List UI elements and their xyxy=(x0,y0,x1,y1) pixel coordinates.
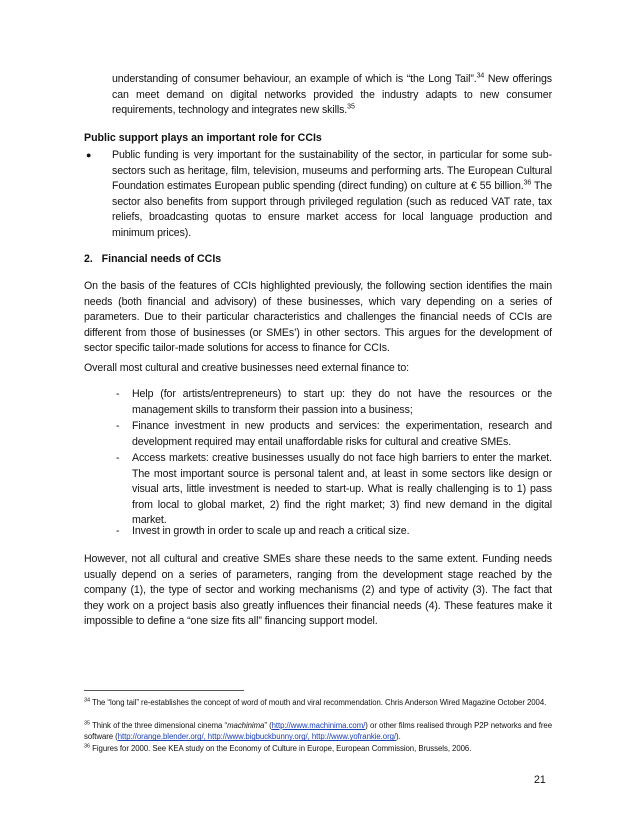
list-dash: - xyxy=(116,525,120,537)
footnote-36 xyxy=(84,743,552,754)
footnote-emphasis: machinima xyxy=(227,721,265,730)
continued-text-b: New offerings can meet demand on digital networks provided the industry adapts to new consumer requirements, technology and integrates new skills. xyxy=(112,73,552,117)
footnote-ref-35[interactable]: 35 xyxy=(347,103,355,111)
list-item: Access markets: creative businesses usually do not face high barriers to enter the market. The most important source is personal talent and, at least in some sectors like design or visual arts, little investment is needed to start-up. What is really challenging is to 1) pass from local to global market, 2) find the right market; 3) find new demand in the digital market. xyxy=(132,452,552,527)
footnote-number: 36 xyxy=(84,743,91,750)
list-item: Help (for artists/entrepreneurs) to start up: they do not have the resources or the management skills to transform their passion into a business; xyxy=(132,388,552,416)
list-item: Invest in growth in order to scale up and reach a critical size. xyxy=(132,525,410,537)
blender-links[interactable]: http://orange.blender.org/, http://www.bigbuckbunny.org/, http://www.yofrankie.org/ xyxy=(117,732,397,742)
footnote-text: Figures for 2000. See KEA study on the Economy of Culture in Europe, European Commission, Brussels, 2006. xyxy=(90,744,472,753)
list-dash: - xyxy=(116,420,120,432)
footnote-text: ) or other films realised through P2P networks and free software ( xyxy=(84,721,553,742)
list-dash: - xyxy=(116,388,120,400)
bullet-text-b: The sector also benefits from support through privileged regulation (such as reduced VAT rate, tax reliefs, broadcasting quotas to ensure market access for local language production and minimum prices). xyxy=(112,180,552,239)
continued-paragraph xyxy=(112,72,552,119)
footnote-ref-34[interactable]: 34 xyxy=(476,72,485,80)
section-2-closing: However, not all cultural and creative SMEs share these needs to the same extent. Funding needs usually depend on a series of parameters, ranging from the development stage reached by the company (1), the type of sector and working mechanisms (2) and type of activity (3). The fact that they work on a project basis also greatly influences their financial needs (4). These features make it impossible to define a “one size fits all” financing support model. xyxy=(84,553,552,628)
footnote-34 xyxy=(84,697,552,708)
footnote-text: Think of the three dimensional cinema “ xyxy=(90,721,228,730)
footnote-number: 34 xyxy=(84,697,91,704)
continued-text-a: understanding of consumer behaviour, an example of which is “the Long Tail”. xyxy=(112,73,477,85)
machinima-link[interactable]: http://www.machinima.com/ xyxy=(271,721,366,730)
bullet-icon: ● xyxy=(86,150,92,160)
list-dash: - xyxy=(116,452,120,464)
footnote-number: 35 xyxy=(84,720,91,727)
section-2-lead: Overall most cultural and creative businesses need external finance to: xyxy=(84,362,410,374)
footnote-35 xyxy=(84,720,552,742)
public-funding-bullet xyxy=(112,148,552,242)
footnote-text: ). xyxy=(396,732,401,742)
footnote-text: ” ( xyxy=(264,721,272,730)
section-2-heading: 2. Financial needs of CCIs xyxy=(84,253,222,265)
page-number: 21 xyxy=(534,774,546,786)
footnote-divider xyxy=(84,690,244,691)
footnote-ref-36[interactable]: 36 xyxy=(523,179,532,187)
footnote-text: The “long tail” re-establishes the concept of word of mouth and viral recommendation. Chris Anderson Wired Magazine October 2004. xyxy=(90,698,547,707)
bullet-text-a: Public funding is very important for the sustainability of the sector, in particular for some sub-sectors such as heritage, film, television, museums and performing arts. The European Cultural Foundation estimates European public spending (direct funding) on culture at € 55 billion. xyxy=(112,149,552,193)
list-item: Finance investment in new products and services: the experimentation, research and development required may entail unaffordable risks for cultural and creative SMEs. xyxy=(132,420,552,448)
public-support-heading: Public support plays an important role for CCIs xyxy=(84,132,322,144)
section-2-intro: On the basis of the features of CCIs highlighted previously, the following section identifies the main needs (both financial and advisory) of these businesses, which vary depending on a series of parameters. Due to their particular characteristics and challenges the financial needs of CCIs are different from those of businesses (or SMEs’) in other sectors. This argues for the development of sector specific tailor-made solutions for access to finance for CCIs. xyxy=(84,280,552,355)
